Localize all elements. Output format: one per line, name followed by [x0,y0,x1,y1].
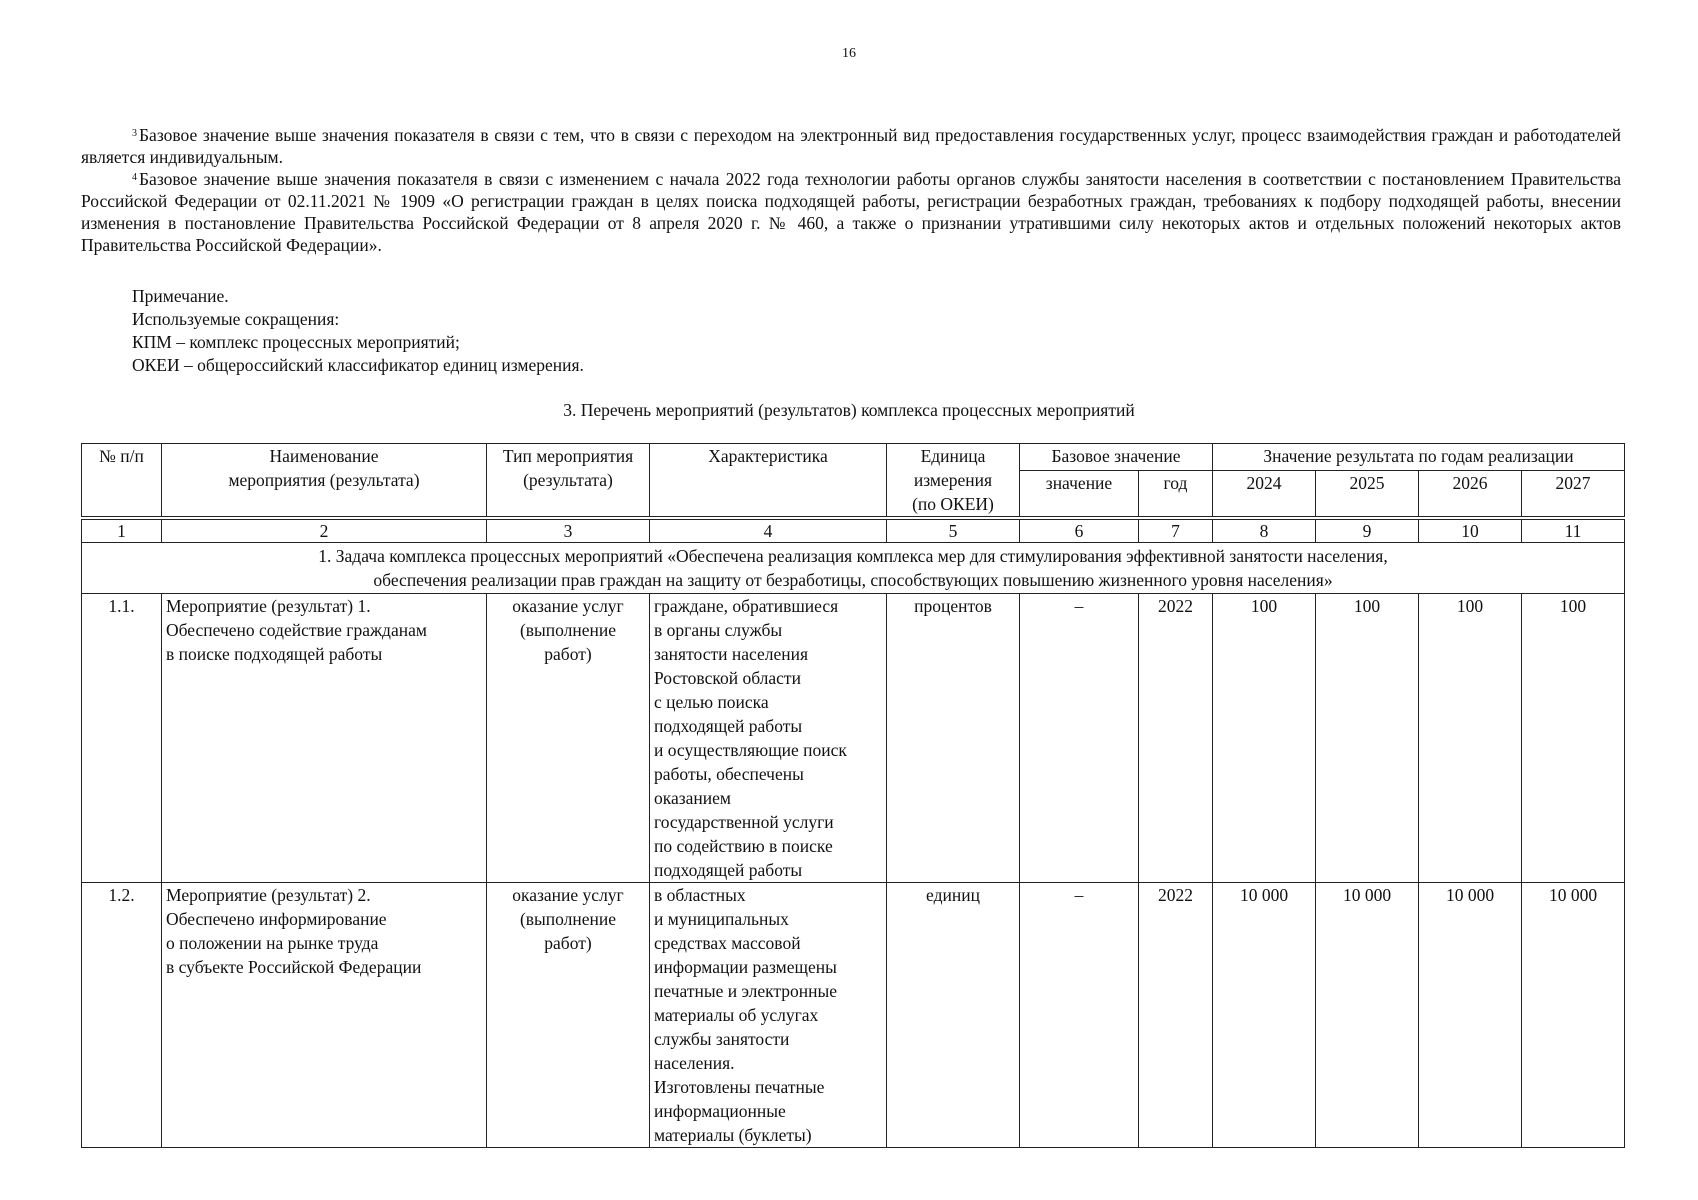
note-title: Примечание. [132,286,229,306]
header-row-1 [82,444,1625,471]
abbreviation-okei: ОКЕИ – общероссийский классификатор единиц измерения. [132,355,584,375]
footnote-4-text: Базовое значение выше значения показателя в связи с изменением с начала 2022 года технологии работы органов службы занятости населения в соответствии с постановлением Правительства Российской Федерации от 02.11.2021 № 1909 «О регистрации граждан в целях поиска подходящей работы, регистрации безработных граждан, требованиях к подбору подходящей работы, внесении изменения в постановление Правительства Российской Федерации от 8 апреля 2020 г. № 460, а также о признании утратившими силу некоторых актов и отдельных положений некоторых актов Правительства Российской Федерации». [81,169,1621,255]
col-number: 7 [1139,520,1213,543]
section-title: 3. Перечень мероприятий (результатов) комплекса процессных мероприятий [563,400,1135,420]
footnote-3 [81,124,1621,168]
footnote-3-text: Базовое значение выше значения показателя в связи с тем, что в связи с переходом на электронный вид предоставления государственных услуг, процесс взаимодействия граждан и работодателей является индивидуальным. [81,125,1621,167]
row-value-2027: 10 000 [1522,883,1625,1148]
abbreviation-kpm: КПМ – комплекс процессных мероприятий; [132,332,460,352]
col-number: 8 [1213,520,1316,543]
row-base-year: 2022 [1139,883,1213,1148]
col-number: 6 [1020,520,1139,543]
row-type: оказание услуг (выполнение работ) [487,594,650,883]
header-name: Наименование мероприятия (результата) [162,444,487,517]
row-value-2027: 100 [1522,594,1625,883]
header-years-group: Значение результата по годам реализации [1213,444,1625,471]
header-base: Базовое значение [1020,444,1213,471]
table-row [82,883,1625,1148]
col-number: 2 [162,520,487,543]
col-number: 11 [1522,520,1625,543]
row-unit: единиц [887,883,1020,1148]
col-number: 3 [487,520,650,543]
col-number: 10 [1419,520,1522,543]
row-base-value: – [1020,883,1139,1148]
footnote-4 [81,168,1621,256]
col-number: 4 [650,520,887,543]
col-number: 1 [82,520,162,543]
row-value-2025: 10 000 [1316,883,1419,1148]
footnote-3-mark: 3 [132,128,137,139]
column-number-row [82,520,1625,543]
row-name: Мероприятие (результат) 1. Обеспечено содействие гражданам в поиске подходящей работы [162,594,487,883]
header-type: Тип мероприятия (результата) [487,444,650,517]
header-year-2025: 2025 [1316,471,1419,517]
table-row [82,594,1625,883]
row-base-value: – [1020,594,1139,883]
note-subtitle: Используемые сокращения: [132,309,340,329]
header-characteristic: Характеристика [650,444,887,517]
row-characteristic: граждане, обратившиеся в органы службы занятости населения Ростовской области с целью поиска подходящей работы и осуществляющие поиск работы, обеспечены оказанием государственной услуги по содействию в поиске подходящей работы [650,594,887,883]
col-number: 5 [887,520,1020,543]
task-row [82,543,1625,594]
page-number: 16 [842,46,856,61]
header-unit: Единица измерения (по ОКЕИ) [887,444,1020,517]
footnotes [81,124,1621,256]
row-unit: процентов [887,594,1020,883]
task-description: 1. Задача комплекса процессных мероприятий «Обеспечена реализация комплекса мер для стимулирования эффективной занятости населения, обеспечения реализации прав граждан на защиту от безработицы, способствующих повышению жизненного уровня населения» [82,543,1625,594]
row-type: оказание услуг (выполнение работ) [487,883,650,1148]
results-table [81,443,1625,1148]
col-number: 9 [1316,520,1419,543]
header-base-year: год [1139,471,1213,517]
row-value-2024: 100 [1213,594,1316,883]
row-characteristic: в областных и муниципальных средствах массовой информации размещены печатные и электронные материалы об услугах службы занятости населения. Изготовлены печатные информационные материалы (буклеты) [650,883,887,1148]
header-year-2026: 2026 [1419,471,1522,517]
row-name: Мероприятие (результат) 2. Обеспечено информирование о положении на рынке труда в субъекте Российской Федерации [162,883,487,1148]
header-year-2024: 2024 [1213,471,1316,517]
row-num: 1.1. [82,594,162,883]
header-year-2027: 2027 [1522,471,1625,517]
row-num: 1.2. [82,883,162,1148]
footnote-4-mark: 4 [132,172,137,183]
header-base-value: значение [1020,471,1139,517]
row-value-2024: 10 000 [1213,883,1316,1148]
row-value-2025: 100 [1316,594,1419,883]
row-value-2026: 100 [1419,594,1522,883]
row-base-year: 2022 [1139,594,1213,883]
row-value-2026: 10 000 [1419,883,1522,1148]
note-block [132,285,584,377]
header-num: № п/п [82,444,162,517]
